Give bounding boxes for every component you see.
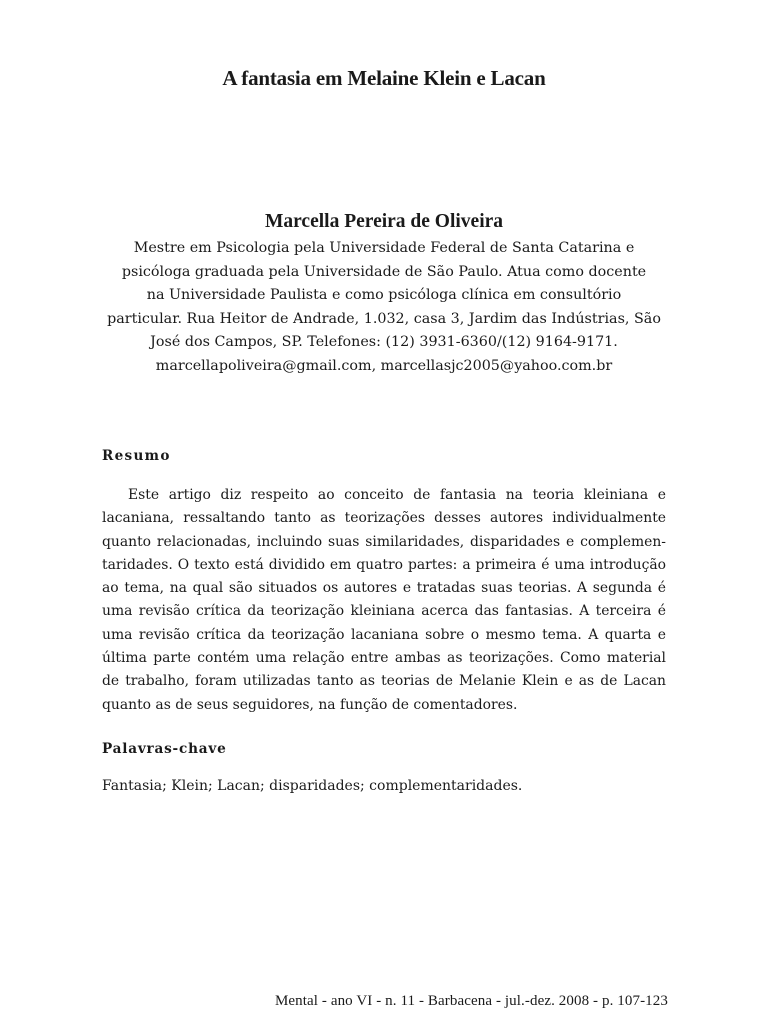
abstract-line: lacaniana, ressaltando tanto as teorizações desses autores individualmente: [102, 510, 666, 527]
abstract-line: quanto relacionadas, incluindo suas similaridades, disparidades e complemen-: [102, 533, 666, 550]
author-affiliation: [96, 237, 672, 378]
affiliation-line: José dos Campos, SP. Telefones: (12) 3931-6360/(12) 9164-9171.: [150, 334, 618, 350]
journal-footer: Mental - ano VI - n. 11 - Barbacena - jul.-dez. 2008 - p. 107-123: [274, 993, 668, 1009]
abstract-line: ao tema, na qual são situados os autores e tratadas suas teorias. A segunda é: [102, 580, 666, 597]
abstract-line: taridades. O texto está dividido em quatro partes: a primeira é uma introdução: [102, 556, 666, 573]
abstract-line: última parte contém uma relação entre ambas as teorizações. Como material: [102, 650, 666, 667]
abstract-line: Este artigo diz respeito ao conceito de fantasia na teoria kleiniana e: [128, 487, 666, 503]
abstract-line: quanto as de seus seguidores, na função de comentadores.: [102, 696, 518, 713]
affiliation-line: particular. Rua Heitor de Andrade, 1.032, casa 3, Jardim das Indústrias, São: [107, 310, 661, 327]
paper-title: A fantasia em Melaine Klein e Lacan: [222, 66, 546, 90]
abstract-heading: Resumo: [102, 448, 171, 464]
keywords-text: Fantasia; Klein; Lacan; disparidades; complementaridades.: [102, 778, 523, 794]
affiliation-line: Mestre em Psicologia pela Universidade Federal de Santa Catarina e: [133, 240, 635, 256]
keywords-heading: Palavras-chave: [102, 741, 227, 757]
affiliation-line: marcellapoliveira@gmail.com, marcellasjc2005@yahoo.com.br: [155, 357, 613, 374]
affiliation-line: psicóloga graduada pela Universidade de São Paulo. Atua como docente: [121, 263, 647, 280]
affiliation-line: na Universidade Paulista e como psicóloga clínica em consultório: [146, 287, 622, 303]
author-name: Marcella Pereira de Oliveira: [264, 211, 504, 232]
abstract-line: de trabalho, foram utilizadas tanto as teorias de Melanie Klein e as de Lacan: [102, 673, 666, 690]
abstract-line: uma revisão crítica da teorização kleiniana acerca das fantasias. A terceira é: [102, 603, 666, 620]
abstract-line: uma revisão crítica da teorização lacaniana sobre o mesmo tema. A quarta e: [102, 626, 666, 643]
abstract-body: [102, 484, 666, 717]
